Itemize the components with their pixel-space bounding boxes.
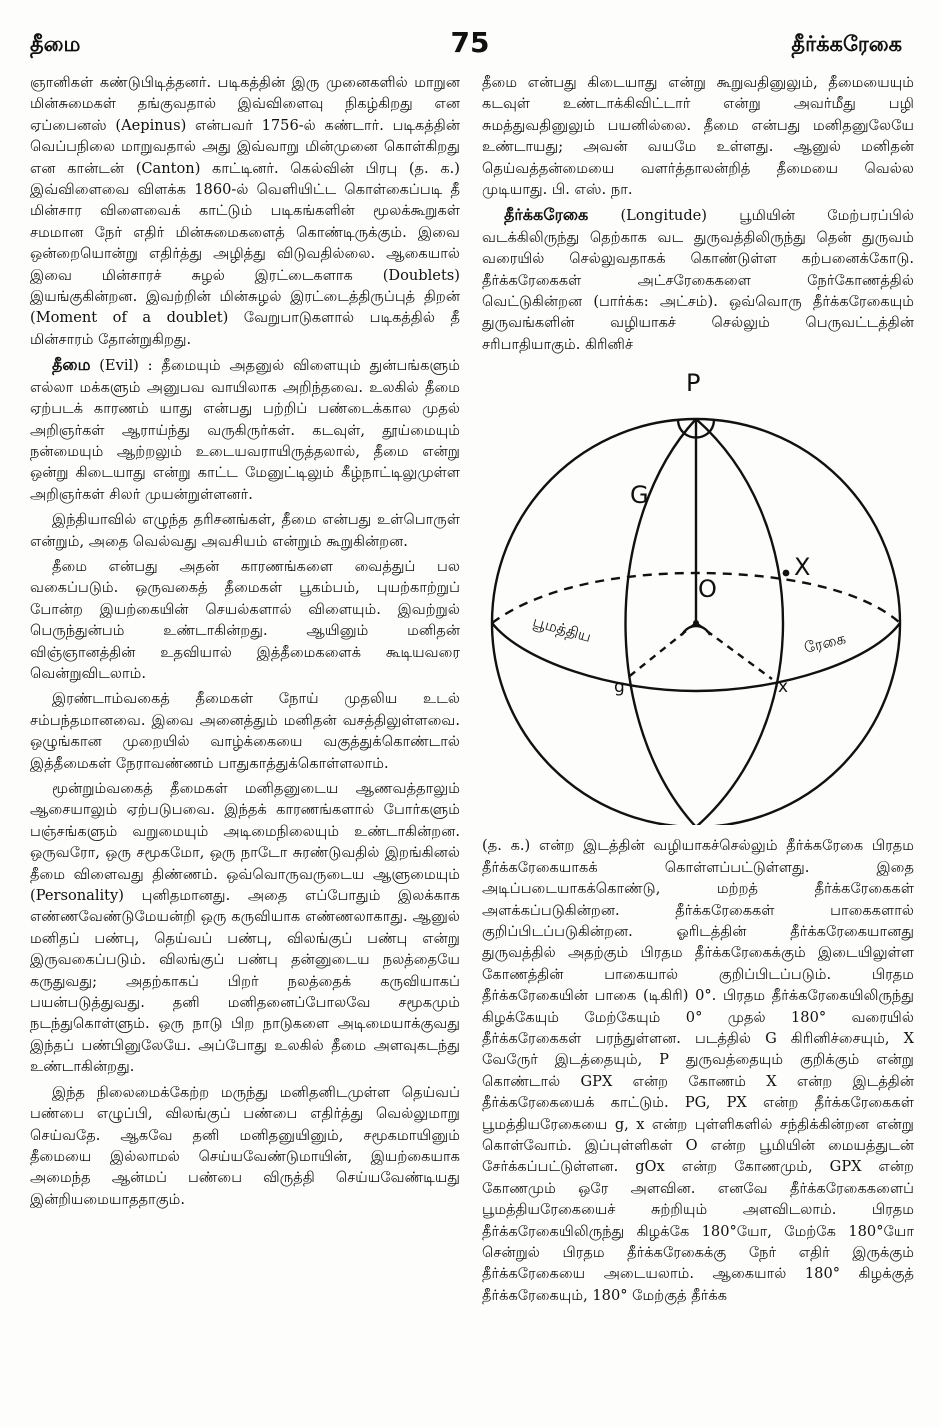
right-column bbox=[482, 72, 914, 1310]
header-left-word: தீமை bbox=[30, 32, 81, 56]
label-equator-left: பூமத்திய bbox=[530, 612, 594, 647]
label-g: G bbox=[630, 481, 649, 510]
entry-heading-english: (Evil) : bbox=[99, 357, 153, 375]
paragraph: தீமை என்பது அதன் காரணங்களை வைத்துப் பல வகைப்படும். ஒருவகைத் தீமைகள் பூகம்பம், புயற்காற்றுப் போன்ற இயற்கையின் செயல்களால் விளையும். இவற்றுல் பெருந்துன்பம் உண்டாகின்றது. ஆயினும் மனிதன் விஞ்ஞானத்தின் உதவியால் இத்தீமைகளைக் கூடியவரை வென்றுவிடலாம். bbox=[30, 557, 460, 682]
label-equator-right: ரேகை bbox=[802, 629, 848, 658]
running-header bbox=[30, 28, 910, 64]
label-o: O bbox=[698, 575, 717, 604]
entry-heading-english: (Longitude) bbox=[620, 207, 707, 225]
paragraph-text: பூமியின் மேற்பரப்பில் வடக்கிலிருந்து தெற்காக வட துருவத்திலிருந்து தென் துருவம் வரையில் செல்லுவதாகக் கொண்டுள்ள கற்பனைக்கோடு. தீர்க்கரேகைகள் அட்சரேகைகளை நேர்கோணத்தில் வெட்டுகின்றன (பார்க்க: அட்சம்). ஒவ்வொரு தீர்க்கரேகையும் துருவங்களின் வழியாகச் செல்லும் பெருவட்டத்தின் சரிபாதியாகும். கிரினிச் bbox=[482, 207, 915, 353]
left-column bbox=[30, 72, 460, 1214]
author-initials: பி. எஸ். நா. bbox=[551, 181, 633, 199]
meridian-x bbox=[696, 419, 783, 825]
paragraph: இந்த நிலைமைக்கேற்ற மருந்து மனிதனிடமுள்ள தெய்வப் பண்பை எழுப்பி, விலங்குப் பண்பை எதிர்த்து வெல்லுமாறு செய்வதே. ஆகவே தனி மனிதனுயினும், சமூகமாயினும் தீமையை இல்லாமல் செய்யவேண்டுமாயின், இயற்கையாக அமைந்த ஆன்மப் பண்பை விருத்தி செய்யவேண்டியது இன்றியமையாததாகும். bbox=[30, 1083, 460, 1208]
meridian-g bbox=[626, 419, 697, 825]
label-g-small: g bbox=[614, 677, 625, 698]
paragraph bbox=[482, 72, 914, 200]
paragraph: (த. க.) என்ற இடத்தின் வழியாகச்செல்லும் தீர்க்கரேகை பிரதம தீர்க்கரேகையாகக் கொள்ளப்பட்டுள்ளது. இதை அடிப்படையாகக்கொண்டு, மற்றத் தீர்க்கரேகைகள் அளக்கப்படுகின்றன. தீர்க்கரேகைகள் பாகைகளால் குறிப்பிடப்படுகின்றன. ஓரிடத்தின் தீர்க்கரேகையானது துருவத்தில் அதற்கும் பிரதம தீர்க்கரேகைக்கும் இடையிலுள்ள கோணத்தின் பாகையால் குறிப்பிடப்படும். பிரதம தீர்க்கரேகையின் பாகை (டிகிரி) 0°. பிரதம தீர்க்கரேகையிலிருந்து கிழக்கேயும் மேற்கேயும் 0° முதல் 180° வரையில் தீர்க்கரேகைகள் பரந்துள்ளன. படத்தில் G கிரினிச்சையும், X வேருேர் இடத்தையும், P துருவத்தையும் குறிக்கும் என்று கொண்டால் GPX என்ற கோணம் X என்ற இடத்தின் தீர்க்கரேகையைக் காட்டும். PG, PX என்ற தீர்க்கரேகைகள் பூமத்தியரேகையை g, x என்ற புள்ளிகளில் சந்திக்கின்றன என்று கொள்வோம். இப்புள்ளிகள் O என்ற பூமியின் மையத்துடன் சேர்க்கப்பட்டுள்ளன. gOx என்ற கோணமும், GPX என்ற கோணமும் ஒரே அளவின. எனவே தீர்க்கரேகைகளைப் பூமத்தியரேகையைச் சுற்றியும் அளவிடலாம். பிரதம தீர்க்கரேகையிலிருந்து கிழக்கே 180°யோ, மேற்கே 180°யோ சென்றுல் பிரதம தீர்க்கரேகைக்கு நேர் எதிர் இருக்கும் தீர்க்கரேகையை அடையலாம். ஆகையால் 180° கிழக்குத் தீர்க்கரேகையும், 180° மேற்குத் தீர்க்க bbox=[482, 837, 914, 1304]
paragraph: ஞானிகள் கண்டுபிடித்தனர். படிகத்தின் இரு முனைகளில் மாறுன மின்சுமைகள் தங்குவதால் இவ்விளைவு நிகழ்கிறது என ஏப்பைனஸ் (Aepinus) என்பவர் 1756-ல் கண்டார். படிகத்தின் வெப்பநிலை மாறுவதால் அது இவ்வாறு மின்முனை கொள்கிறது என கான்டன் (Canton) காட்டினர். கெல்வின் பிரபு (த. க.) இவ்விளைவை விளக்க 1860-ல் வெளியிட்ட கொள்கைப்படி தீ மின்சார விளைவைக் காட்டும் படிகங்களின் மூலக்கூறுகள் சமமான நேர் எதிர் மின்சுமைகளைத் கொண்டிருக்கும். இவை ஒன்றையொன்று எதிர்த்து அழித்து விடுவதில்லை. ஆகையால் இவை மின்சாரச் சுழல் இரட்டைகளாக (Doublets) இயங்குகின்றன. இவற்றின் மின்சுழல் இரட்டைத்திருப்புத் திறன் (Moment of a doublet) வேறுபாடுகளால் படிகத்தில் தீ மின்சாரம் தோன்றுகிறது. bbox=[30, 74, 460, 348]
page-number: 75 bbox=[450, 26, 490, 59]
label-p: P bbox=[686, 369, 701, 398]
entry-evil bbox=[30, 354, 460, 505]
paragraph: இரண்டாம்வகைத் தீமைகள் நோய் முதலிய உடல் சம்பந்தமானவை. இவை அனைத்தும் மனிதன் வசத்திலுள்ளவை. ஒழுங்கான முறையில் வாழ்க்கையை வகுத்துக்கொண்டால் இத்தீமைகள் நேராவண்ணம் பாதுகாத்துக்கொள்ளலாம். bbox=[30, 690, 460, 772]
paragraph-text: தீமையும் அதனுல் விளையும் துன்பங்களும் எல்லா மக்களும் அனுபவ வாயிலாக அறிந்தவை. உலகில் தீமை ஏற்படக் காரணம் யாது என்பது பற்றிப் பண்டைக்கால முதல் அறிஞர்கள் ஆராய்ந்து வருகிருர்கள். கடவுள், தூய்மையும் நன்மையும் ஆற்றலும் உடையவராயிருத்தலால், தீமை என்று ஒன்று கிடையாது என்று காட்ட மேனுட்டிலும் கீழ்நாட்டிலுமுள்ள அறிஞர்கள் சிலர் முயன்றுள்ளனர். bbox=[30, 357, 461, 503]
paragraph: இந்தியாவில் எழுந்த தரிசனங்கள், தீமை என்பது உள்பொருள் என்றும், அதை வெல்வது அவசியம் என்றும் கூறுகின்றன. bbox=[30, 511, 460, 550]
longitude-diagram bbox=[482, 361, 914, 825]
entry-heading: தீமை bbox=[52, 355, 91, 375]
centre-point bbox=[693, 620, 699, 626]
header-right-word: தீர்க்கரேகை bbox=[791, 32, 902, 56]
paragraph: மூன்றும்வகைத் தீமைகள் மனிதனுடைய ஆணவத்தாலும் ஆசையாலும் ஏற்படுபவை. இந்தக் காரணங்களால் போர்களும் பஞ்சங்களும் வறுமையும் அடிமைநிலையும் உண்டாகின்றன. ஒருவரோ, ஒரு சமூகமோ, ஒரு நாடோ சுரண்டுவதில் இறங்கினல் தீமை விளைவது திண்ணம். ஒவ்வொருவருடைய ஆளுமையும் (Personality) புனிதமானது. அதை எப்போதும் இலக்காக எண்ணவேண்டுமேயன்றி ஒரு கருவியாக எண்ணலாகாது. ஆனுல் மனிதப் பண்பு, தெய்வப் பண்பு, விலங்குப் பண்பு என்று இருவகைப்படும். விலங்குப் பண்பு தன்னுடைய நலத்தையே கருதுவது; அதற்காகப் பிறர் நலத்தைக் கருவியாகப் பயன்படுத்துவது. தனி மனிதனைப்போலவே சமூகமும் நடந்துகொள்ளும். ஒரு நாடு பிற நாடுகளை அடிமையாக்குவது இந்தப் பண்பினுலேயே. அப்போது உலகில் தீமை அளவுகடந்து உண்டாகின்றது. bbox=[30, 780, 460, 1076]
paragraph-text: தீமை என்பது கிடையாது என்று கூறுவதினுலும், தீமையையும் கடவுள் உண்டாக்கிவிட்டார் என்று அவர்மீது பழி சுமத்துவதினுலும் பயனில்லை. தீமை என்பது மனிதனுலேயே உண்டாயது; அவன் வயமே உள்ளது. ஆனுல் மனிதன் தெய்வத்தன்மையை வளர்த்தாலன்றித் தீமையை வெல்ல முடியாது. bbox=[482, 74, 914, 199]
entry-longitude bbox=[482, 204, 914, 355]
label-x-small: x bbox=[778, 677, 789, 698]
point-x bbox=[783, 570, 790, 577]
label-x: X bbox=[794, 553, 811, 582]
entry-heading: தீர்க்கரேகை bbox=[504, 205, 589, 225]
angle-gox-arc bbox=[682, 626, 710, 635]
